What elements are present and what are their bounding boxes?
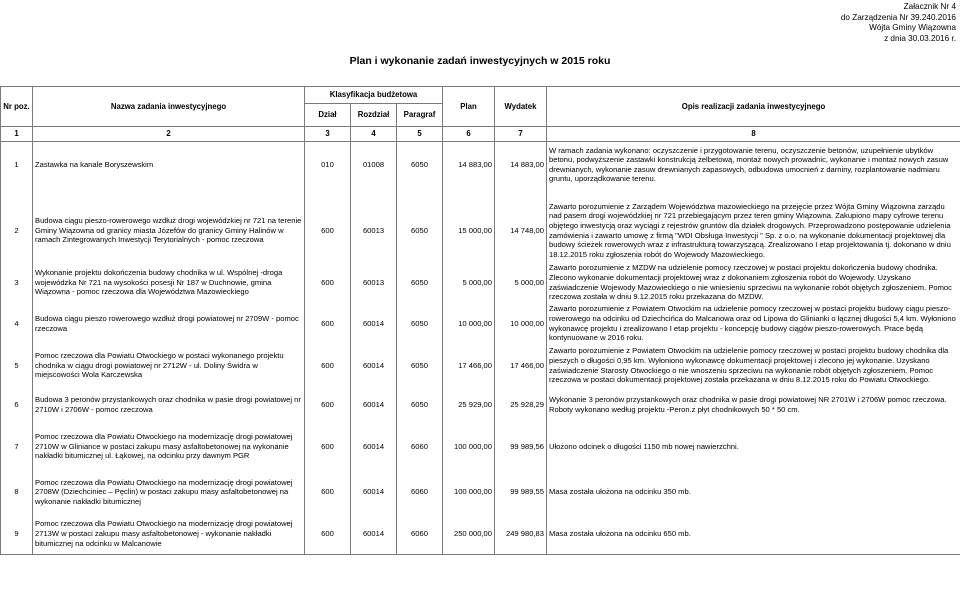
realization-description: Wykonanie 3 peronów przystankowych oraz chodnika w pasie drogi powiatowej NR 2701W i 2706W pomoc rzeczowa. Roboty wykonano według projektu -Peron.z płyt chodnikowych 50 * 50 cm. bbox=[547, 388, 960, 423]
table-row bbox=[1, 262, 960, 304]
plan-amount: 250 000,00 bbox=[443, 514, 495, 555]
expense-amount: 10 000,00 bbox=[495, 304, 547, 344]
rozdzial-code: 60014 bbox=[351, 471, 397, 514]
paragraf-code: 6050 bbox=[397, 388, 443, 423]
dzial-code: 600 bbox=[305, 423, 351, 471]
document-title: Plan i wykonanie zadań inwestycyjnych w 2015 roku bbox=[349, 55, 611, 67]
investment-table bbox=[0, 86, 960, 555]
header-opis: Opis realizacji zadania inwestycyjnego bbox=[547, 87, 960, 127]
realization-description: Ułożono odcinek o długości 1150 mb nowej nawierzchni. bbox=[547, 423, 960, 471]
spacer-cell bbox=[33, 188, 305, 200]
plan-amount: 15 000,00 bbox=[443, 200, 495, 262]
header-plan: Plan bbox=[443, 87, 495, 127]
paragraf-code: 6060 bbox=[397, 514, 443, 555]
row-number: 9 bbox=[1, 514, 33, 555]
header-wydatek: Wydatek bbox=[495, 87, 547, 127]
table-row bbox=[1, 344, 960, 388]
rozdzial-code: 60014 bbox=[351, 304, 397, 344]
spacer-cell bbox=[351, 188, 397, 200]
dzial-code: 600 bbox=[305, 471, 351, 514]
table-row bbox=[1, 388, 960, 423]
plan-amount: 5 000,00 bbox=[443, 262, 495, 304]
rozdzial-code: 60014 bbox=[351, 388, 397, 423]
realization-description: Zawarto porozumienie z MZDW na udzielenie pomocy rzeczowej w postaci projektu dokończenia budowy chodnika. Zlecono wykonanie dokumentacji projektowej wraz z dokonaniem zgłoszenia robót do Wojewody. Uzyskano zaświadczenie Wojewody Mazowieckiego o nie wniesieniu sprzeciwu na wykonanie robót objętych zgłoszeniem. Pomoc rzeczowa została w dniu 9.12.2015 roku przekazana do MZDW. bbox=[547, 262, 960, 304]
table-row bbox=[1, 142, 960, 188]
spacer-cell bbox=[305, 188, 351, 200]
spacer-cell bbox=[397, 188, 443, 200]
rozdzial-code: 60013 bbox=[351, 200, 397, 262]
row-number: 4 bbox=[1, 304, 33, 344]
annex-line-2: do Zarządzenia Nr 39.240.2016 bbox=[840, 12, 956, 22]
dzial-code: 600 bbox=[305, 514, 351, 555]
column-number-row bbox=[1, 127, 960, 142]
dzial-code: 010 bbox=[305, 142, 351, 188]
header-klasyfikacja: Klasyfikacja budżetowa bbox=[305, 87, 443, 104]
header-rozdzial: Rozdział bbox=[351, 104, 397, 127]
table-row bbox=[1, 200, 960, 262]
spacer-cell bbox=[547, 188, 960, 200]
plan-amount: 17 466,00 bbox=[443, 344, 495, 388]
paragraf-code: 6050 bbox=[397, 262, 443, 304]
task-name: Pomoc rzeczowa dla Powiatu Otwockiego w postaci wykonanego projektu chodnika w ciągu drogi powiatowej nr 2712W - ul. Doliny Świdra w miejscowości Wola Karczewska bbox=[33, 344, 305, 388]
realization-description: W ramach zadania wykonano: oczyszczenie i przygotowanie terenu, oczyszczenie betonów, uzupełnienie ubytków betonu, podwyższenie zastawki konstrukcją żelbetową, montaż nowych prowadnic, wykonanie i montaż nowych zasuw drewnianych, wykonanie zasuw drewnianych zapasowych, odbudowa umocnień z darniny, rozplantowanie nadmiaru gruntu, uporządkowanie terenu. bbox=[547, 142, 960, 188]
row-number: 2 bbox=[1, 200, 33, 262]
row-number: 5 bbox=[1, 344, 33, 388]
column-number: 1 bbox=[1, 127, 33, 142]
realization-description: Zawarto porozumienie z Powiatem Otwockim na udzielenie pomocy rzeczowej w postaci projektu budowy chodnika dla pieszych o długości 0,95 km. Wyłoniono wykonawcę dokumentacji projektowej i zlecono jej wykonanie. Uzyskano zaświadczenie Starosty Otwockiego o nie wnoszeniu sprzeciwu na wykonanie robót objętych zgłoszeniem. Pomoc rzeczowa w postaci dokumentacji projektowej została przekazana w dniu 8.12.2015 roku do Powiatu Otwockiego. bbox=[547, 344, 960, 388]
paragraf-code: 6060 bbox=[397, 471, 443, 514]
task-name: Wykonanie projektu dokończenia budowy chodnika w ul. Wspólnej -droga wojewódzka Nr 721 na wysokości posesji Nr 187 w Duchnowie, gmina Wiązowna - pomoc rzeczowa dla Województwa Mazowieckiego bbox=[33, 262, 305, 304]
realization-description: Masa została ułożona na odcinku 650 mb. bbox=[547, 514, 960, 555]
rozdzial-code: 60014 bbox=[351, 423, 397, 471]
rozdzial-code: 60013 bbox=[351, 262, 397, 304]
paragraf-code: 6050 bbox=[397, 200, 443, 262]
header-paragraf: Paragraf bbox=[397, 104, 443, 127]
task-name: Pomoc rzeczowa dla Powiatu Otwockiego na modernizację drogi powiatowej 2708W (Dziechciniec – Pęclin) w postaci zakupu masy asfaltobetonowej na wykonanie nakładki bitumicznej bbox=[33, 471, 305, 514]
table-row bbox=[1, 423, 960, 471]
spacer-cell bbox=[495, 188, 547, 200]
spacer-cell bbox=[443, 188, 495, 200]
paragraf-code: 6050 bbox=[397, 142, 443, 188]
task-name: Zastawka na kanale Boryszewskim bbox=[33, 142, 305, 188]
rozdzial-code: 60014 bbox=[351, 514, 397, 555]
plan-amount: 10 000,00 bbox=[443, 304, 495, 344]
annex-line-4: z dnia 30.03.2016 r. bbox=[884, 33, 956, 43]
plan-amount: 14 883,00 bbox=[443, 142, 495, 188]
dzial-code: 600 bbox=[305, 200, 351, 262]
table-row bbox=[1, 471, 960, 514]
task-name: Budowa 3 peronów przystankowych oraz chodnika w pasie drogi powiatowej nr 2710W i 2706W - pomoc rzeczowa bbox=[33, 388, 305, 423]
header-dzial: Dział bbox=[305, 104, 351, 127]
header-nr: Nr poz. bbox=[1, 87, 33, 127]
paragraf-code: 6060 bbox=[397, 423, 443, 471]
row-number: 7 bbox=[1, 423, 33, 471]
row-spacer bbox=[1, 188, 960, 200]
dzial-code: 600 bbox=[305, 304, 351, 344]
header-name: Nazwa zadania inwestycyjnego bbox=[33, 87, 305, 127]
row-number: 6 bbox=[1, 388, 33, 423]
expense-amount: 14 883,00 bbox=[495, 142, 547, 188]
plan-amount: 100 000,00 bbox=[443, 423, 495, 471]
column-number: 7 bbox=[495, 127, 547, 142]
realization-description: Zawarto porozumienie z Zarządem Województwa mazowieckiego na przejęcie przez Wójta Gminy Wiązowna zarządu nad pasem drogi wojewódzkiej nr 721 przebiegającym przez teren gminy Wiązowna. Zakupiono mapy cyfrowe terenu objętego inwestycją oraz wyciągi z rejestrów gruntów dla działek drogowych. Przeprowadzono postępowanie udzielenia zamówienia i zawarto umowę z firmą "WDI Obsługa Inwestycji " Sp. z o.o. na wykonanie dokumentacji projektowej dla budowy ścieżek rowerowych wraz z infrastrukturą towarzyszącą. Zrealizowano I etap projektowania tj. dokonano w dniu 18.12.2015 roku zgłoszenia robót do Wojewody Mazowieckiego. bbox=[547, 200, 960, 262]
expense-amount: 249 980,83 bbox=[495, 514, 547, 555]
plan-amount: 100 000,00 bbox=[443, 471, 495, 514]
paragraf-code: 6050 bbox=[397, 304, 443, 344]
expense-amount: 99 989,56 bbox=[495, 423, 547, 471]
expense-amount: 14 748,00 bbox=[495, 200, 547, 262]
rozdzial-code: 60014 bbox=[351, 344, 397, 388]
column-number: 8 bbox=[547, 127, 960, 142]
dzial-code: 600 bbox=[305, 388, 351, 423]
annex-line-1: Załacznik Nr 4 bbox=[903, 2, 956, 11]
dzial-code: 600 bbox=[305, 344, 351, 388]
expense-amount: 5 000,00 bbox=[495, 262, 547, 304]
row-number: 3 bbox=[1, 262, 33, 304]
plan-amount: 25 929,00 bbox=[443, 388, 495, 423]
row-number: 1 bbox=[1, 142, 33, 188]
row-number: 8 bbox=[1, 471, 33, 514]
expense-amount: 17 466,00 bbox=[495, 344, 547, 388]
column-number: 2 bbox=[33, 127, 305, 142]
expense-amount: 99 989,55 bbox=[495, 471, 547, 514]
task-name: Pomoc rzeczowa dla Powiatu Otwockiego na modernizację drogi powiatowej 2710W w Gliniance w postaci zakupu masy asfaltobetonowej na wykonanie nakładki bitumicznej ul. Łąkowej, na odcinku przy dawnym PGR bbox=[33, 423, 305, 471]
column-number: 6 bbox=[443, 127, 495, 142]
realization-description: Zawarto porozumienie z Powiatem Otwockim na udzielenie pomocy rzeczowej w postaci projektu budowy ciągu pieszo-rowerowego na odcinku od Dziechcińca do Malcanowa oraz od Lipowa do Glinianki o łącznej długości 5,4 km. Wyłoniono wykonawcę projektu i zrealizowano I etap projektu - koncepcję budowy ciągów pieszo-rowerowych. Prace będą kontynuowane w 2016 roku. bbox=[547, 304, 960, 344]
dzial-code: 600 bbox=[305, 262, 351, 304]
task-name: Budowa ciągu pieszo-rowerowego wzdłuż drogi wojewódzkiej nr 721 na terenie Gminy Wiązowna od granicy miasta Józefów do granicy Gminy Halinów w ramach Zintegrowanych Inwestycji Terytorialnych - pomoc rzeczowa bbox=[33, 200, 305, 262]
table-row bbox=[1, 304, 960, 344]
spacer-cell bbox=[1, 188, 33, 200]
task-name: Pomoc rzeczowa dla Powiatu Otwockiego na modernizację drogi powiatowej 2713W w postaci zakupu masy asfaltobetonowej - wykonanie nakładki bitumicznej na odcinku w Malcanowie bbox=[33, 514, 305, 555]
annex-header bbox=[841, 2, 956, 44]
annex-line-3: Wójta Gminy Wiązowna bbox=[869, 23, 956, 32]
header-row-1 bbox=[1, 87, 960, 104]
table-row bbox=[1, 514, 960, 555]
rozdzial-code: 01008 bbox=[351, 142, 397, 188]
column-number: 4 bbox=[351, 127, 397, 142]
task-name: Budowa ciągu pieszo rowerowego wzdłuż drogi powiatowej nr 2709W - pomoc rzeczowa bbox=[33, 304, 305, 344]
paragraf-code: 6050 bbox=[397, 344, 443, 388]
column-number: 5 bbox=[397, 127, 443, 142]
column-number: 3 bbox=[305, 127, 351, 142]
realization-description: Masa została ułożona na odcinku 350 mb. bbox=[547, 471, 960, 514]
expense-amount: 25 928,29 bbox=[495, 388, 547, 423]
